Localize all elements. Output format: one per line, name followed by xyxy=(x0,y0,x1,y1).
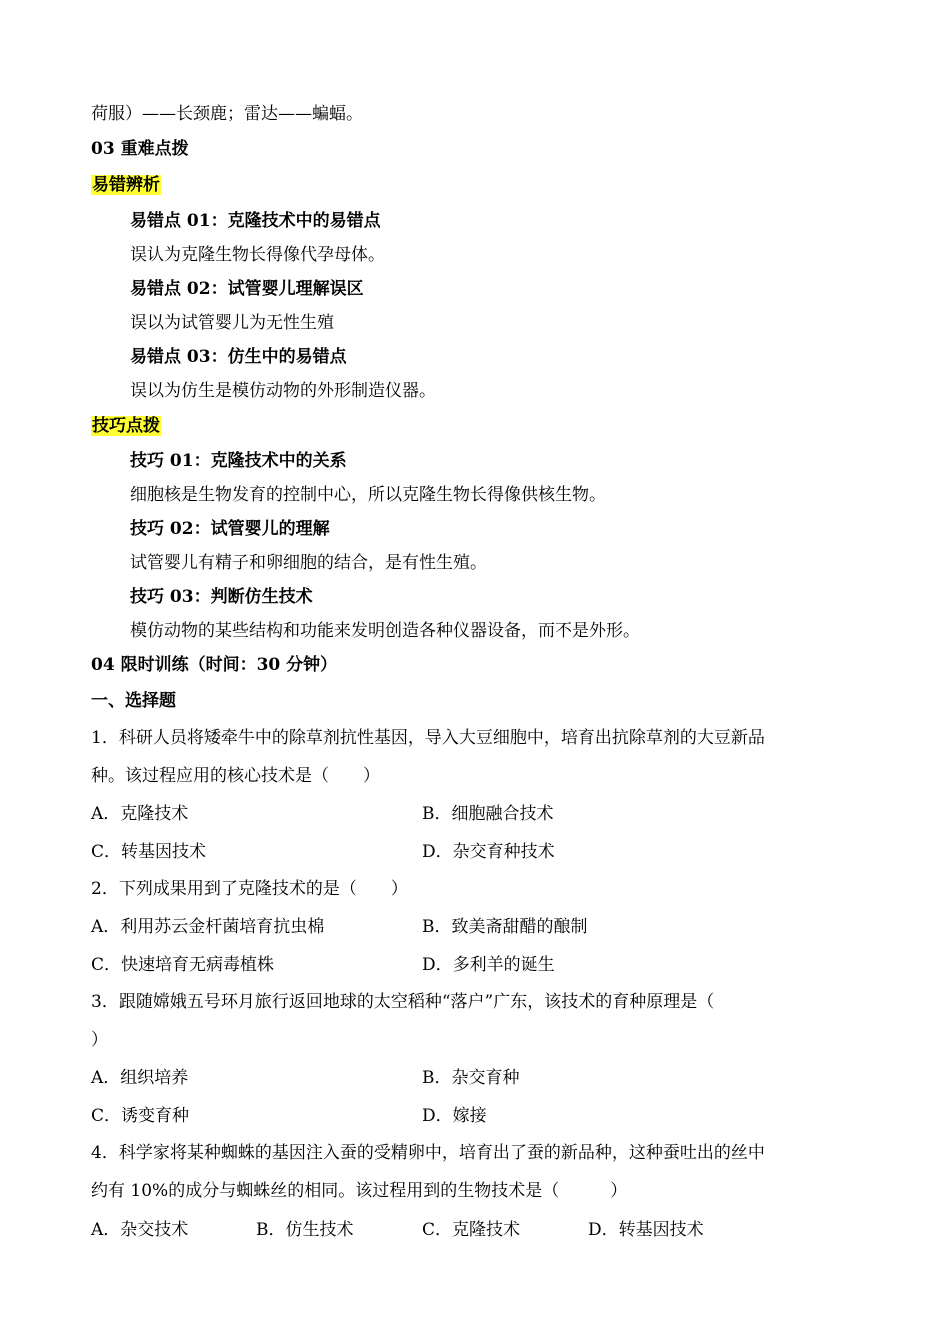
highlight-heading: 技巧点拨 xyxy=(92,416,160,436)
option-c: C．诱变育种 xyxy=(91,1106,190,1126)
question-3: 3．跟随嫦娥五号环月旅行返回地球的太空稻种“落户”广东，该技术的育种原理是（ xyxy=(91,992,715,1012)
section-heading-choice: 一、选择题 xyxy=(91,691,176,711)
option-c: C．转基因技术 xyxy=(91,842,207,862)
option-d: D．杂交育种技术 xyxy=(422,842,555,862)
subheading: 技巧 03：判断仿生技术 xyxy=(130,587,313,607)
question-4-cont: 约有 10%的成分与蜘蛛丝的相同。该过程用到的生物技术是（ ） xyxy=(91,1181,628,1201)
text-line: 误以为试管婴儿为无性生殖 xyxy=(130,313,334,333)
option-b: B．仿生技术 xyxy=(256,1220,354,1240)
text-line: 误认为克隆生物长得像代孕母体。 xyxy=(130,245,385,265)
question-1: 1．科研人员将矮牵牛中的除草剂抗性基因，导入大豆细胞中，培育出抗除草剂的大豆新品 xyxy=(91,728,765,748)
text-line: 模仿动物的某些结构和功能来发明创造各种仪器设备，而不是外形。 xyxy=(130,621,640,641)
option-c: C．快速培育无病毒植株 xyxy=(91,955,275,975)
option-b: B．杂交育种 xyxy=(422,1068,520,1088)
question-2: 2．下列成果用到了克隆技术的是（ ） xyxy=(91,879,408,899)
option-b: B．细胞融合技术 xyxy=(422,804,554,824)
option-a: A．组织培养 xyxy=(91,1068,189,1088)
option-d: D．嫁接 xyxy=(422,1106,487,1126)
option-a: A．克隆技术 xyxy=(91,804,189,824)
question-4: 4．科学家将某种蜘蛛的基因注入蚕的受精卵中，培育出了蚕的新品种，这种蚕吐出的丝中 xyxy=(91,1143,765,1163)
subheading: 技巧 02：试管婴儿的理解 xyxy=(130,519,330,539)
subheading: 易错点 01：克隆技术中的易错点 xyxy=(130,211,381,231)
option-c: C．克隆技术 xyxy=(422,1220,521,1240)
text-line: 荷服）——长颈鹿；雷达——蝙蝠。 xyxy=(91,104,363,124)
text-line: 试管婴儿有精子和卵细胞的结合，是有性生殖。 xyxy=(130,553,487,573)
subheading: 易错点 02：试管婴儿理解误区 xyxy=(130,279,364,299)
option-b: B．致美斋甜醋的酿制 xyxy=(422,917,588,937)
text-line: 误以为仿生是模仿动物的外形制造仪器。 xyxy=(130,381,436,401)
question-3-cont: ） xyxy=(91,1030,108,1050)
section-heading-03: 03 重难点拨 xyxy=(91,139,189,159)
section-heading-04: 04 限时训练（时间：30 分钟） xyxy=(91,655,338,675)
text-line: 细胞核是生物发育的控制中心，所以克隆生物长得像供核生物。 xyxy=(130,485,606,505)
option-a: A．利用苏云金杆菌培育抗虫棉 xyxy=(91,917,325,937)
option-a: A．杂交技术 xyxy=(91,1220,189,1240)
subheading: 技巧 01：克隆技术中的关系 xyxy=(130,451,347,471)
highlight-heading: 易错辨析 xyxy=(92,175,160,195)
option-d: D．多利羊的诞生 xyxy=(422,955,555,975)
option-d: D．转基因技术 xyxy=(588,1220,704,1240)
question-1-cont: 种。该过程应用的核心技术是（ ） xyxy=(91,766,380,786)
subheading: 易错点 03：仿生中的易错点 xyxy=(130,347,347,367)
